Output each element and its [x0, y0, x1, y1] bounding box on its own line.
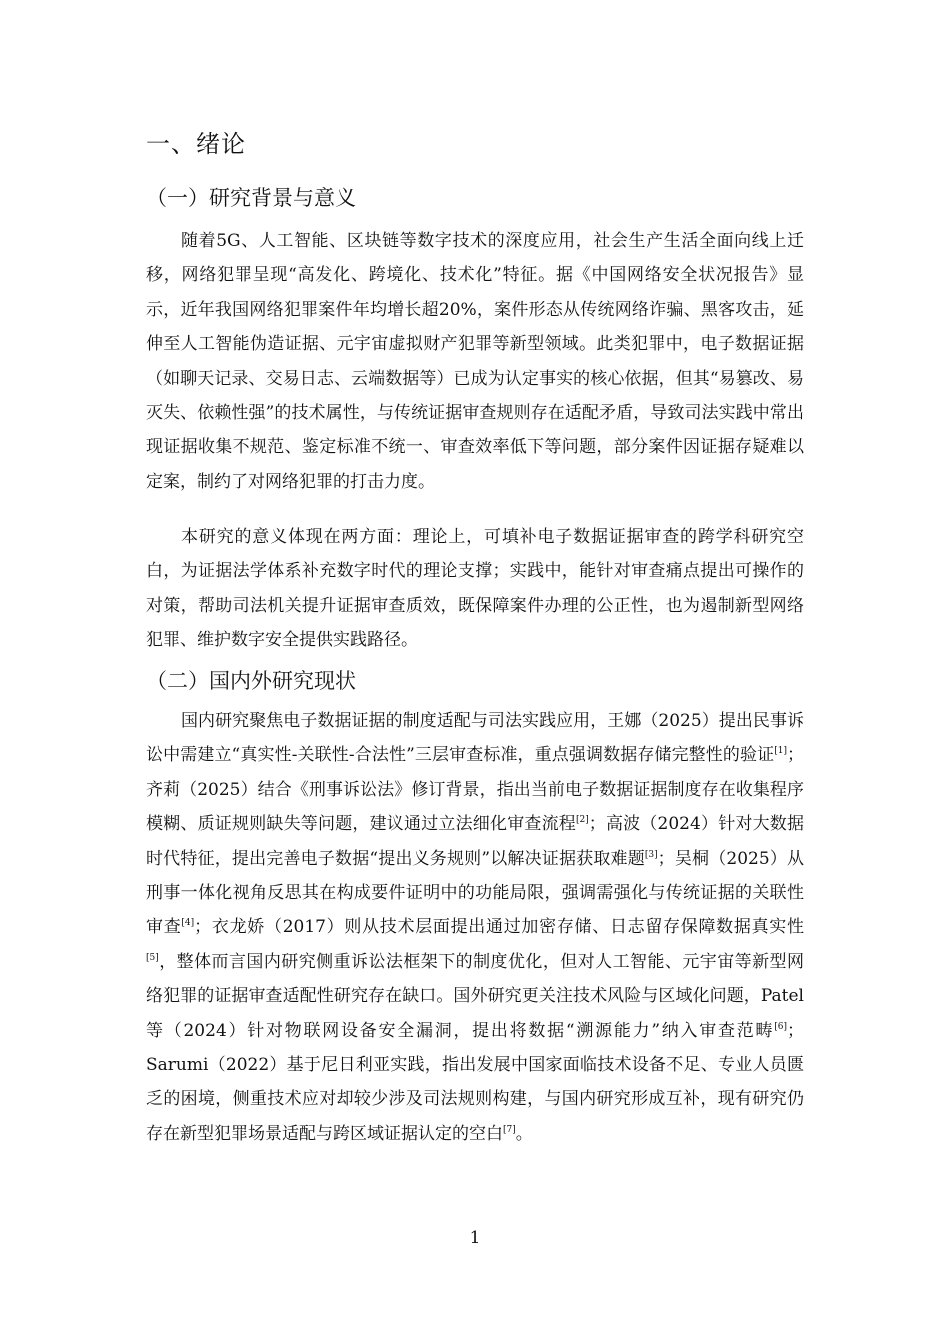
section-heading-background: （一）研究背景与意义 [146, 186, 356, 210]
text-segment: ；齐莉（2025）结合《刑事诉讼法》修订背景，指出当前电子数据证据制度存在收集程序模糊、质证规则缺失等问题，建议通过立法细化审查流程 [146, 745, 804, 835]
paragraph-background: 随着5G、人工智能、区块链等数字技术的深度应用，社会生产生活全面向线上迁移，网络犯罪呈现“高发化、跨境化、技术化”特征。据《中国网络安全状况报告》显示，近年我国网络犯罪案件年均增长超20%，案件形态从传统网络诈骗、黑客攻击，延伸至人工智能伪造证据、元宇宙虚拟财产犯罪等新型领域。此类犯罪中，电子数据证据（如聊天记录、交易日志、云端数据等）已成为认定事实的核心依据，但其“易篡改、易灭失、依赖性强”的技术属性，与传统证据审查规则存在适配矛盾，导致司法实践中常出现证据收集不规范、鉴定标准不统一、审查效率低下等问题，部分案件因证据存疑难以定案，制约了对网络犯罪的打击力度。 [146, 231, 804, 492]
section-heading-research-status: （二）国内外研究现状 [146, 669, 356, 693]
text-segment: ，整体而言国内研究侧重诉讼法框架下的制度优化，但对人工智能、元宇宙等新型网络犯罪的证据审查适配性研究存在缺口。国外研究更关注技术风险与区域化问题，Patel等（2024）针对物联网设备安全漏洞，提出将数据“溯源能力”纳入审查范畴 [146, 951, 804, 1041]
chapter-heading: 一、绪论 [146, 130, 246, 158]
paragraph-research-status [146, 704, 804, 1151]
citation-ref: [3] [644, 849, 658, 860]
text-segment: ；衣龙娇（2017）则从技术层面提出通过加密存储、日志留存保障数据真实性 [194, 917, 805, 938]
text-segment: ；高波（2024）针对大数据时代特征，提出完善电子数据“提出义务规则”以解决证据获取难题 [146, 814, 805, 869]
paragraph-significance: 本研究的意义体现在两方面：理论上，可填补电子数据证据审查的跨学科研究空白，为证据法学体系补充数字时代的理论支撑；实践中，能针对审查痛点提出可操作的对策，帮助司法机关提升证据审查质效，既保障案件办理的公正性，也为遏制新型网络犯罪、维护数字安全提供实践路径。 [146, 527, 804, 651]
citation-ref: [1] [774, 746, 787, 757]
citation-ref: [6] [774, 1021, 787, 1032]
page-number: 1 [469, 1228, 481, 1248]
citation-ref: [5] [146, 952, 159, 963]
text-segment: 国内研究聚焦电子数据证据的制度适配与司法实践应用，王娜（2025）提出民事诉讼中需建立“真实性-关联性-合法性”三层审查标准，重点强调数据存储完整性的验证 [146, 711, 804, 766]
citation-ref: [4] [181, 918, 195, 929]
citation-ref: [7] [503, 1124, 516, 1135]
text-segment: ；Sarumi（2022）基于尼日利亚实践，指出发展中国家面临技术设备不足、专业人员匮乏的困境，侧重技术应对却较少涉及司法规则构建，与国内研究形成互补，现有研究仍存在新型犯罪场景适配与跨区域证据认定的空白 [146, 1020, 804, 1144]
text-segment: 。 [515, 1123, 533, 1144]
citation-ref: [2] [576, 815, 589, 826]
text-segment: ；吴桐（2025）从刑事一体化视角反思其在构成要件证明中的功能局限，强调需强化与传统证据的关联性审查 [146, 848, 805, 938]
